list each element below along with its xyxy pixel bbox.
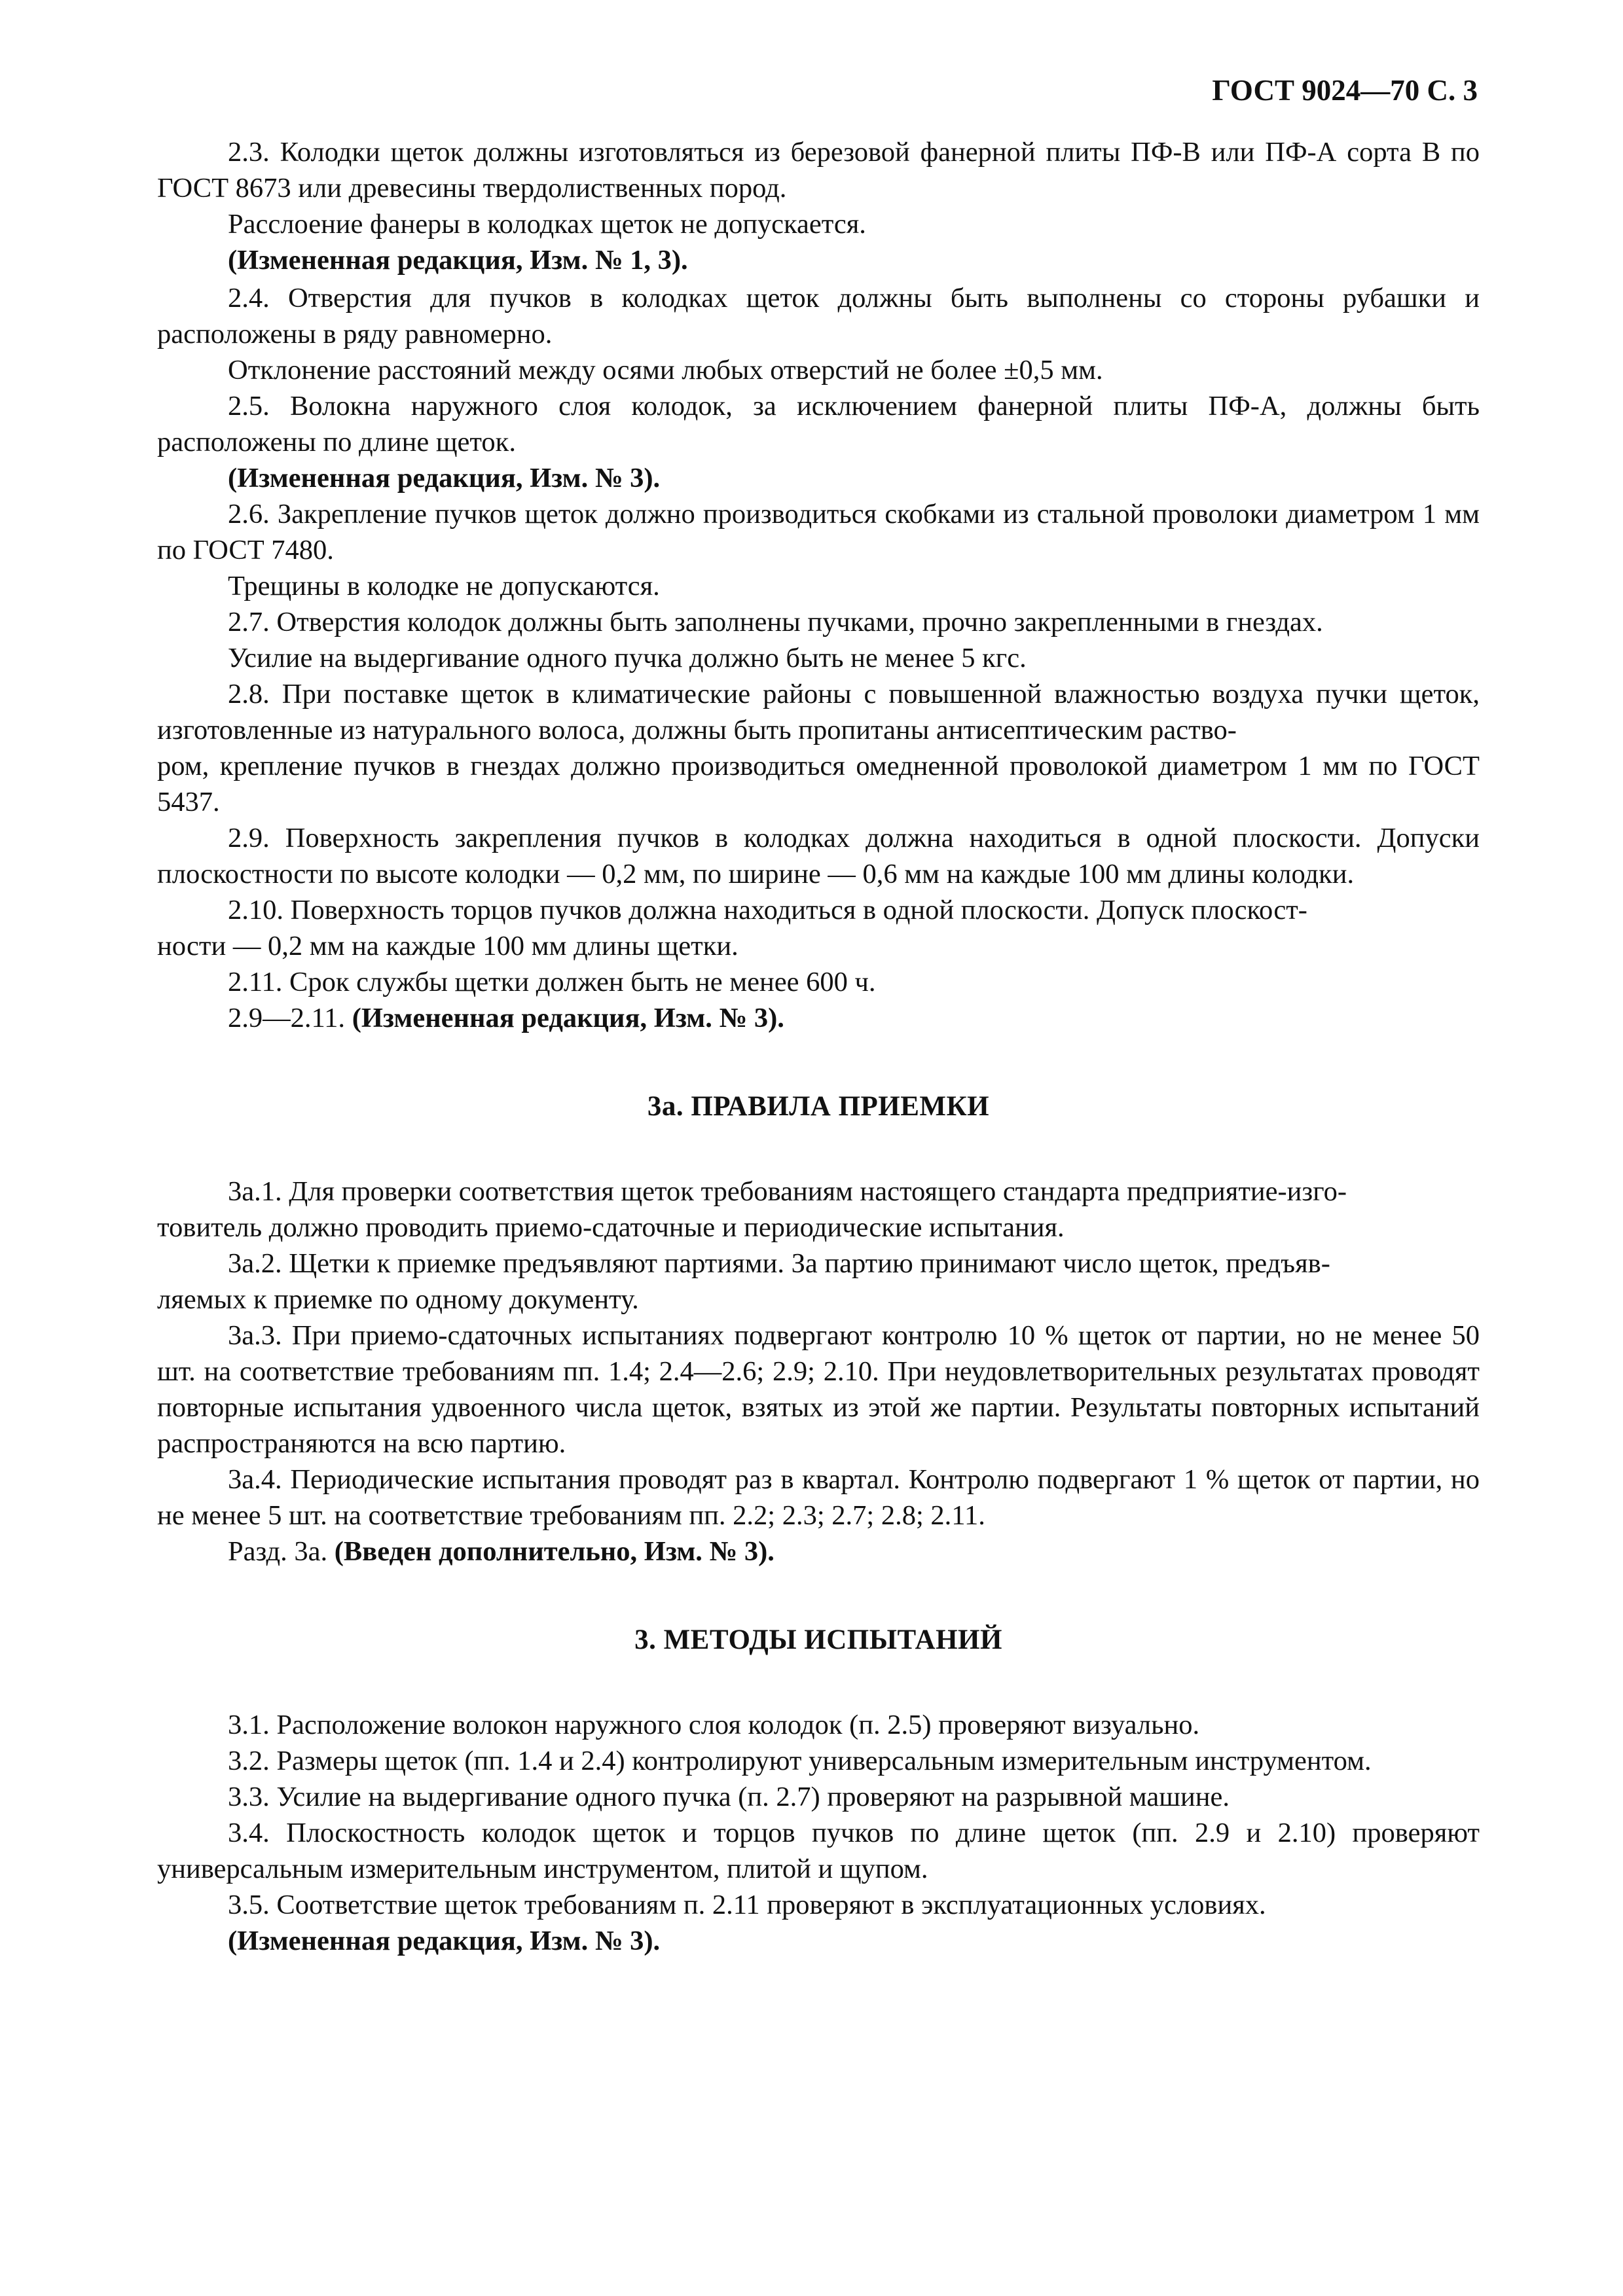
clause-3a-3: 3а.3. При приемо-сдаточных испытаниях подвергают контролю 10 % щеток от партии, но не менее 50 шт. на соответствие требованиям пп. 1.4; 2.4—2.6; 2.9; 2.10. При неудовлетворительных результатах проводят повторные испытания удвоенного числа щеток, взятых из этой же партии. Результаты повторных испытаний распространяются на всю партию. (157, 1320, 1480, 1459)
clause-2-9: 2.9. Поверхность закрепления пучков в колодках должна находиться в одной плоскости. Допуски плоскостности по высоте колодки — 0,2 мм, по ширине — 0,6 мм на каждые 100 мм длины колодки. (157, 823, 1480, 889)
amendment-note: (Измененная редакция, Изм. № 3). (352, 1003, 784, 1033)
clause-2-3-delamination: Расслоение фанеры в колодках щеток не допускается. (228, 209, 866, 240)
clause-3-4: 3.4. Плоскостность колодок щеток и торцов пучков по длине щеток (пп. 2.9 и 2.10) проверяют универсальным измерительным инструментом, плитой и щупом. (157, 1818, 1480, 1884)
amendment-note: (Введен дополнительно, Изм. № 3). (334, 1536, 775, 1567)
clause-2-11: 2.11. Срок службы щетки должен быть не менее 600 ч. (228, 967, 876, 997)
clause-2-3: 2.3. Колодки щеток должны изготовляться из березовой фанерной плиты ПФ-В или ПФ-А сорта В по ГОСТ 8673 или древесины твердолиственных пород. (157, 137, 1480, 204)
clause-3-1: 3.1. Расположение волокон наружного слоя колодок (п. 2.5) проверяют визуально. (228, 1710, 1200, 1740)
clause-2-7: 2.7. Отверстия колодок должны быть заполнены пучками, прочно закрепленными в гнездах. (228, 607, 1323, 637)
clause-3a-2: 3а.2. Щетки к приемке предъявляют партиями. За партию принимают число щеток, предъяв- ляемых к приемке по одному документу. (157, 1248, 1330, 1315)
section-3a-introduced-note (157, 1534, 1480, 1570)
running-header: ГОСТ 9024—70 С. 3 (1212, 74, 1478, 107)
section-heading-test-methods: 3. МЕТОДЫ ИСПЫТАНИЙ (634, 1624, 1002, 1655)
clause-2-4-deviation: Отклонение расстояний между осями любых отверстий не более ±0,5 мм. (228, 355, 1103, 386)
clause-2-6: 2.6. Закрепление пучков щеток должно производиться скобками из стальной проволоки диаметром 1 мм по ГОСТ 7480. (157, 499, 1480, 565)
clause-2-5: 2.5. Волокна наружного слоя колодок, за исключением фанерной плиты ПФ-А, должны быть расположены по длине щеток. (157, 391, 1480, 457)
clauses-2-9-2-11-amendment (157, 1000, 1480, 1036)
section-heading-acceptance-rules: 3а. ПРАВИЛА ПРИЕМКИ (647, 1091, 990, 1122)
clause-2-6-cracks: Трещины в колодке не допускаются. (228, 571, 660, 601)
clause-range: 2.9—2.11. (228, 1003, 346, 1033)
clause-3a-1: 3а.1. Для проверки соответствия щеток требованиям настоящего стандарта предприятие-изго- товитель должно проводить приемо-сдаточные и периодические испытания. (157, 1176, 1347, 1243)
clause-3a-4: 3а.4. Периодические испытания проводят раз в квартал. Контролю подвергают 1 % щеток от партии, но не менее 5 шт. на соответствие требованиям пп. 2.2; 2.3; 2.7; 2.8; 2.11. (157, 1464, 1480, 1531)
amendment-note: (Измененная редакция, Изм. № 3). (228, 463, 661, 493)
clause-2-7-force: Усилие на выдергивание одного пучка должно быть не менее 5 кгс. (228, 643, 1027, 673)
clause-2-8: 2.8. При поставке щеток в климатические районы с повышенной влажностью воздуха пучки щеток, изготовленные из натурального волоса, должны быть пропитаны антисептическим раство- ром, крепление пучков в гнездах должно производиться омедненной проволокой диаметром 1 мм по ГОСТ 5437. (157, 679, 1480, 817)
clause-3-3: 3.3. Усилие на выдергивание одного пучка (п. 2.7) проверяют на разрывной машине. (228, 1782, 1230, 1812)
section-reference: Разд. 3а. (228, 1536, 328, 1567)
clause-2-10: 2.10. Поверхность торцов пучков должна находиться в одной плоскости. Допуск плоскост- ности — 0,2 мм на каждые 100 мм длины щетки. (157, 895, 1307, 961)
clause-3-2: 3.2. Размеры щеток (пп. 1.4 и 2.4) контролируют универсальным измерительным инструментом. (228, 1746, 1372, 1776)
amendment-note: (Измененная редакция, Изм. № 1, 3). (228, 245, 688, 276)
clause-3-5: 3.5. Соответствие щеток требованиям п. 2.11 проверяют в эксплуатационных условиях. (228, 1890, 1266, 1920)
amendment-note: (Измененная редакция, Изм. № 3). (228, 1926, 661, 1956)
clause-2-4: 2.4. Отверстия для пучков в колодках щеток должны быть выполнены со стороны рубашки и расположены в ряду равномерно. (157, 283, 1480, 350)
document-body (157, 134, 1480, 1959)
